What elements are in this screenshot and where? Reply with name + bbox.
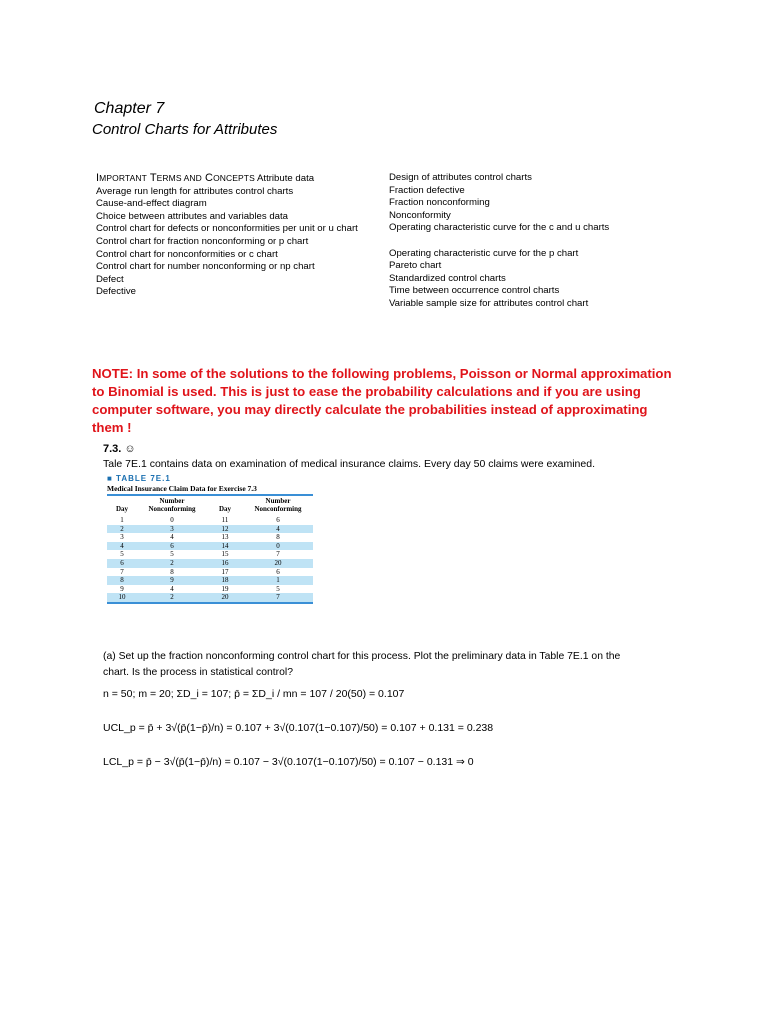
table-cell: 0 <box>170 516 174 524</box>
table-row <box>107 568 313 577</box>
table-cell: 4 <box>170 584 174 593</box>
table-row <box>107 576 313 585</box>
table-cell: 6 <box>276 516 280 524</box>
table-cell: 1 <box>243 576 313 585</box>
table-cell: 3 <box>120 533 124 542</box>
table-cell: 18 <box>207 576 243 585</box>
table-cell: 15 <box>221 550 229 559</box>
table-cell: 4 <box>107 542 137 551</box>
table-cell: 16 <box>207 559 243 568</box>
term-item: Control chart for number nonconforming or np chart <box>96 261 315 273</box>
table-cell: 11 <box>221 516 229 524</box>
table-caption: Medical Insurance Claim Data for Exercise 7.3 <box>107 484 257 493</box>
table-label: ■ TABLE 7E.1 <box>107 474 171 483</box>
chapter-label: Chapter 7 <box>94 100 165 117</box>
table-cell: 14 <box>207 542 243 551</box>
table-cell: 2 <box>107 525 137 534</box>
table-cell: 13 <box>221 533 229 542</box>
table-row <box>107 516 313 525</box>
table-cell: 8 <box>276 533 280 542</box>
table-row <box>107 585 313 594</box>
header-number-nonconforming: Number Nonconforming <box>148 497 196 513</box>
equation-lcl: LCL_p = p̄ − 3√(p̄(1−p̄)/n) = 0.107 − 3√(0.107(1−0.107)/50) = 0.107 − 0.131 ⇒ 0 <box>103 756 474 768</box>
equation-ucl: UCL_p = p̄ + 3√(p̄(1−p̄)/n) = 0.107 + 3√(0.107(1−0.107)/50) = 0.107 + 0.131 = 0.238 <box>103 722 494 734</box>
term-item: Operating characteristic curve for the p chart <box>389 247 579 259</box>
terms-heading-row <box>96 172 381 186</box>
term-item: Design of attributes control charts <box>389 172 532 183</box>
table-cell: 6 <box>107 559 137 568</box>
table-cell: 5 <box>170 550 174 559</box>
terms-left-column <box>96 172 381 299</box>
term-item: Fraction defective <box>389 184 465 196</box>
table-cell: 7 <box>243 593 313 603</box>
table-body <box>107 516 313 603</box>
table-row <box>107 542 313 551</box>
table-cell: 17 <box>221 567 229 576</box>
table-cell: 7 <box>276 550 280 559</box>
term-item: Nonconformity <box>389 209 451 221</box>
table-cell: 8 <box>107 576 137 585</box>
term-spacer <box>389 235 649 248</box>
exercise-number: 7.3. ☺ <box>103 443 136 455</box>
table-cell: 8 <box>170 567 174 576</box>
term-item: Control chart for fraction nonconforming or p chart <box>96 235 309 247</box>
table-cell: 10 <box>107 593 137 603</box>
term-item: Cause-and-effect diagram <box>96 198 207 210</box>
table-cell: 9 <box>120 584 124 593</box>
term-item: Choice between attributes and variables data <box>96 210 288 222</box>
table-cell: 5 <box>276 584 280 593</box>
term-item: Variable sample size for attributes control chart <box>389 297 589 309</box>
header-number-nonconforming: Number Nonconforming <box>254 497 302 513</box>
term-item: Control chart for nonconformities or c chart <box>96 248 278 260</box>
table-cell: 20 <box>207 593 243 603</box>
table-cell: 6 <box>276 567 280 576</box>
table-row <box>107 533 313 542</box>
term-item: Average run length for attributes control charts <box>96 185 294 197</box>
exercise-text: Tale 7E.1 contains data on examination of medical insurance claims. Every day 50 claims were examined. <box>103 458 595 470</box>
term-item: Fraction nonconforming <box>389 197 490 209</box>
term-item: Attribute data <box>257 173 315 184</box>
table-cell: 2 <box>137 559 207 568</box>
term-item: Defect <box>96 273 124 285</box>
table-cell: 2 <box>137 593 207 603</box>
table-cell: 9 <box>137 576 207 585</box>
table-cell: 19 <box>221 584 229 593</box>
term-item: Standardized control charts <box>389 272 506 284</box>
table-cell: 12 <box>207 525 243 534</box>
table-cell: 6 <box>137 542 207 551</box>
chapter-title: Control Charts for Attributes <box>92 121 278 138</box>
term-item: Defective <box>96 286 136 298</box>
table-cell: 4 <box>243 525 313 534</box>
term-item: Pareto chart <box>389 260 442 272</box>
approximation-note: NOTE: In some of the solutions to the following problems, Poisson or Normal approximation to Binomial is used. This is just to ease the probability calculations and if you are using computer software, you may directly calculate the probabilities instead of approximating them ! <box>92 366 672 435</box>
table-cell: 3 <box>137 525 207 534</box>
equation-p-bar: n = 50; m = 20; ΣD_i = 107; p̄ = ΣD_i / mn = 107 / 20(50) = 0.107 <box>103 688 405 700</box>
term-item: Time between occurrence control charts <box>389 285 560 297</box>
table-cell: 0 <box>243 542 313 551</box>
header-day: Day <box>115 505 129 513</box>
table-row <box>107 593 313 603</box>
table-cell: 7 <box>120 567 124 576</box>
terms-right-column <box>389 172 649 311</box>
table-row <box>107 559 313 568</box>
term-item: Operating characteristic curve for the c and u charts <box>389 222 610 234</box>
table-row <box>107 550 313 559</box>
terms-heading: IMPORTANT TERMS AND CONCEPTS <box>96 172 255 184</box>
table-cell: 5 <box>120 550 124 559</box>
part-a-question: (a) Set up the fraction nonconforming control chart for this process. Plot the preliminary data in Table 7E.1 on the chart. Is the process in statistical control? <box>103 651 621 678</box>
header-day: Day <box>218 505 232 513</box>
table-header-row <box>107 495 313 516</box>
table-cell: 20 <box>243 559 313 568</box>
term-item: Control chart for defects or nonconformities per unit or u chart <box>96 223 358 235</box>
table-cell: 4 <box>170 533 174 542</box>
table-cell: 1 <box>120 516 124 524</box>
table-row <box>107 525 313 534</box>
claims-table <box>107 494 313 604</box>
